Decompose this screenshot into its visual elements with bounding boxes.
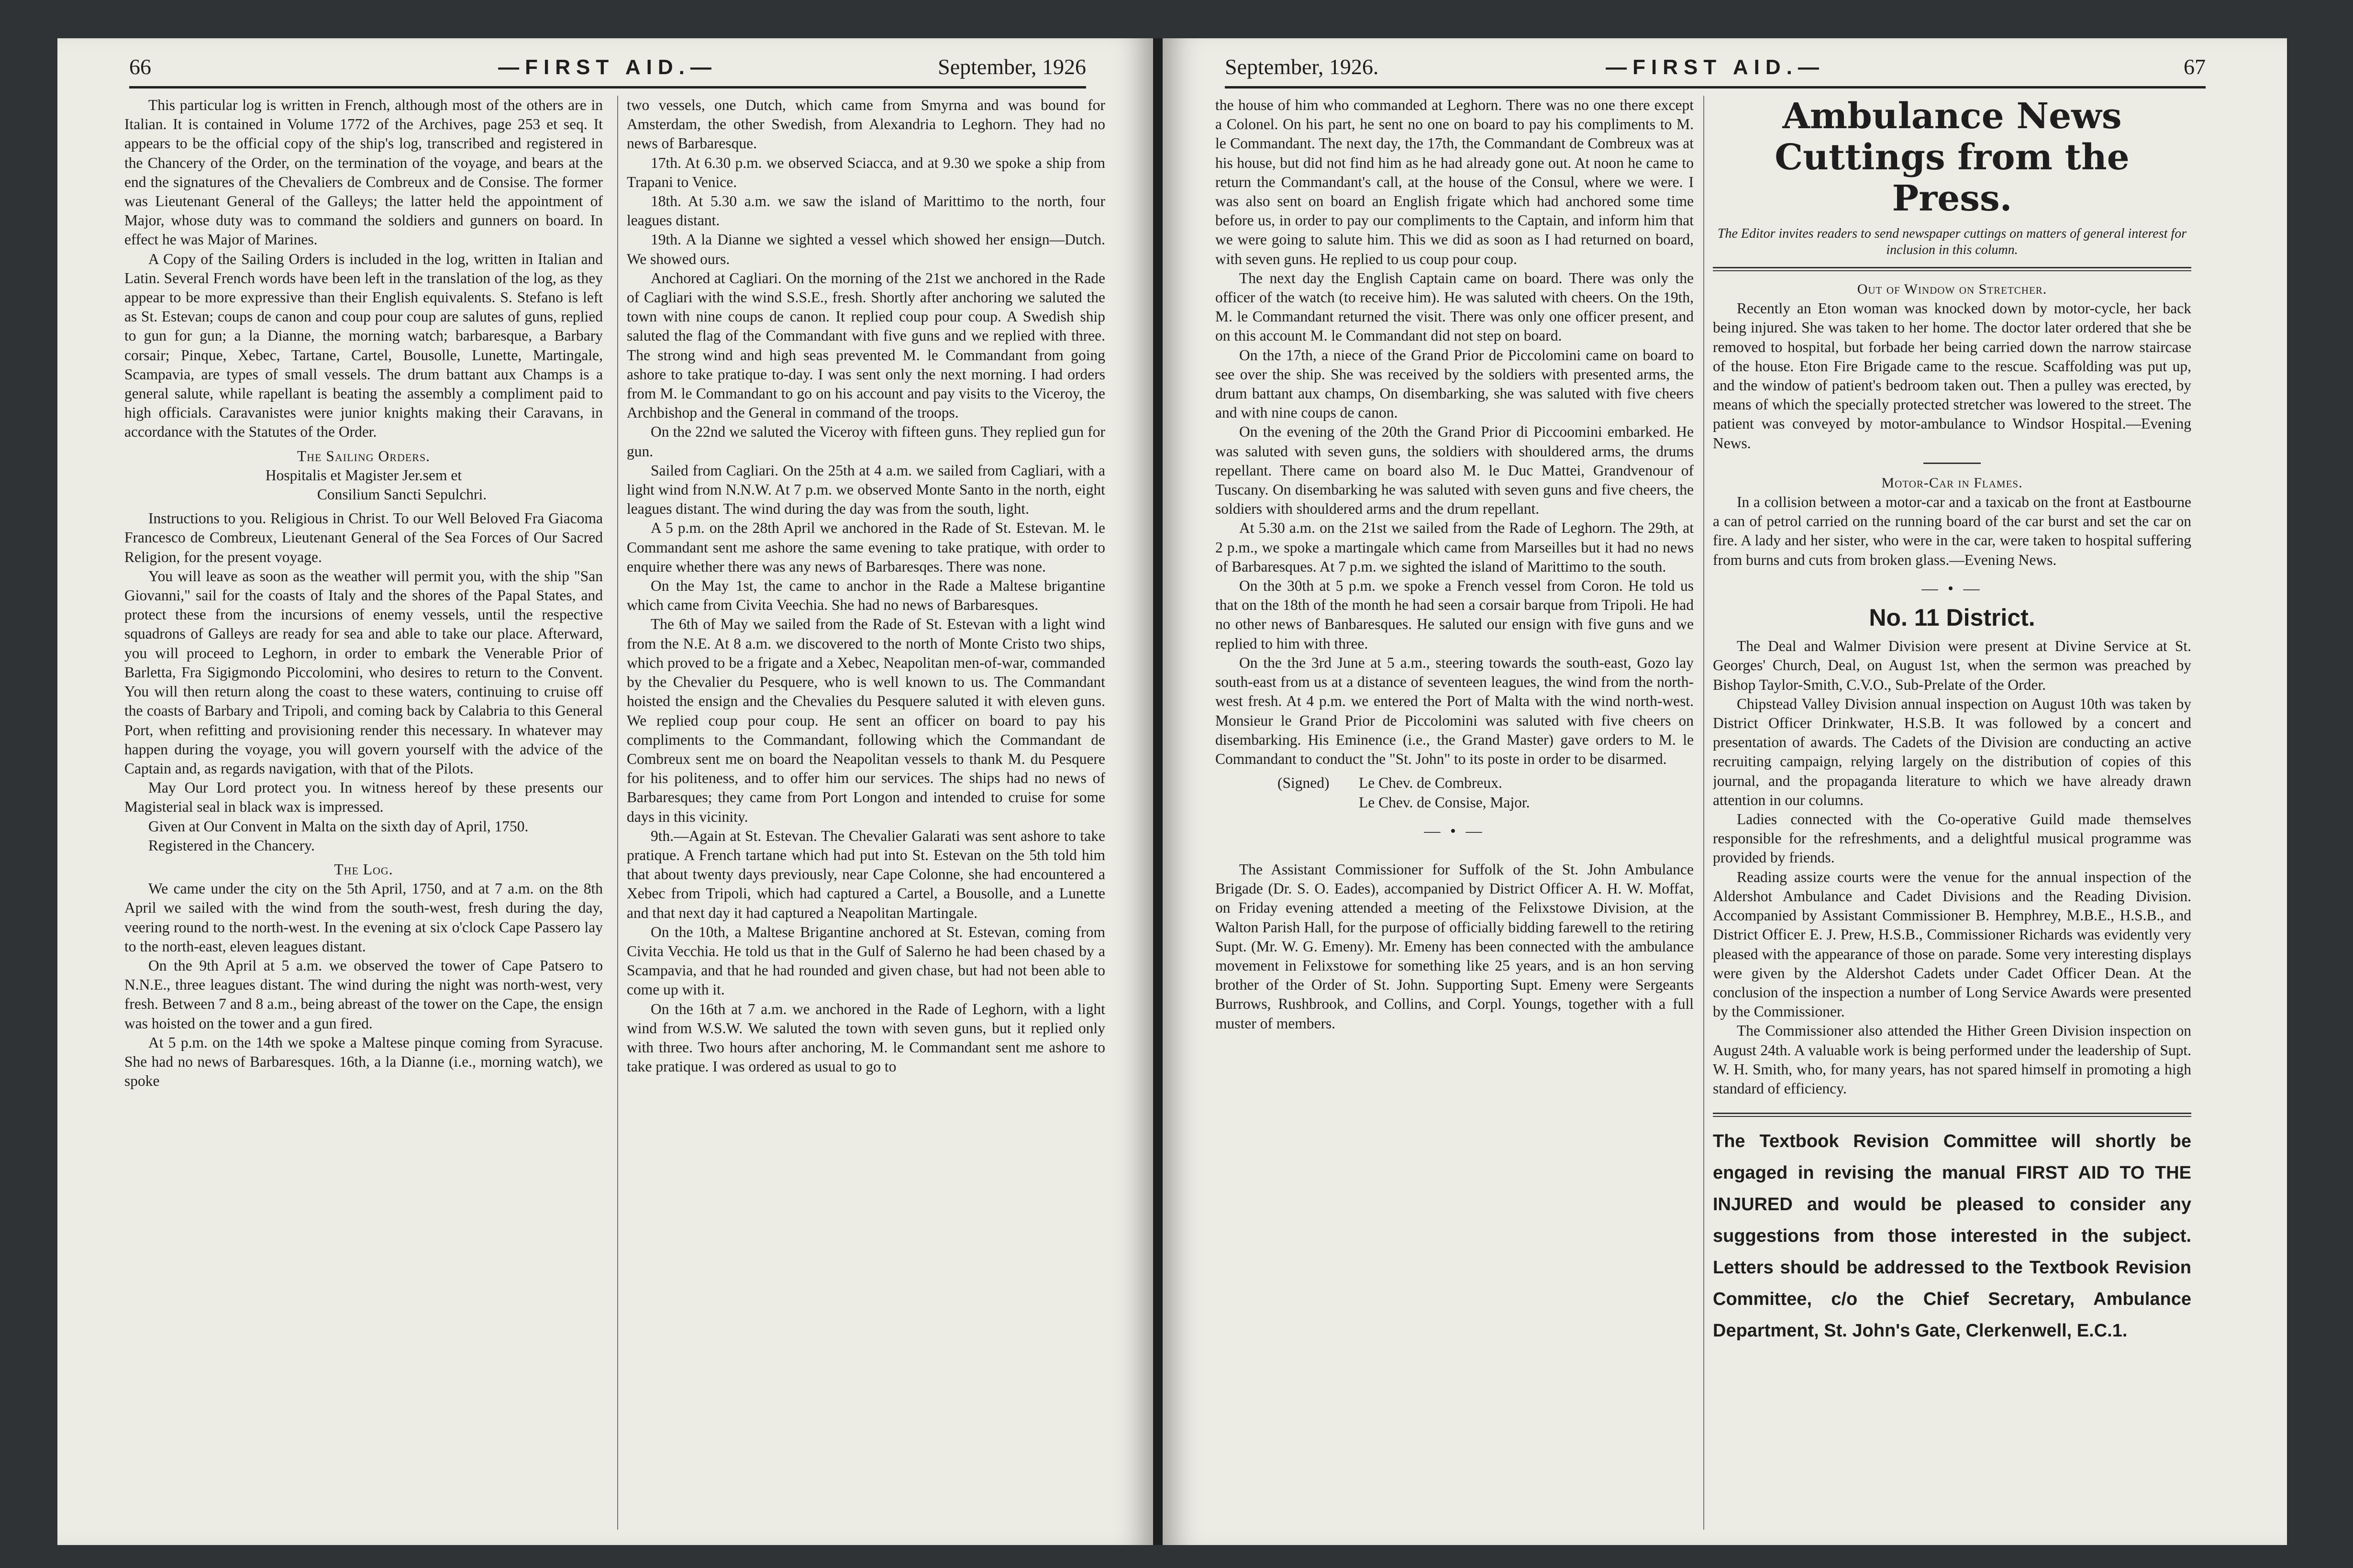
paragraph: A 5 p.m. on the 28th April we anchored in the Rade of St. Estevan. M. le Commandant sent me ashore the same evening to take pratique, with order to enquire whether there was any news of Barbaresqes. There was none. [627, 519, 1105, 575]
latin-heading: Consilium Sancti Sepulchri. [317, 486, 487, 503]
paragraph: 9th.—Again at St. Estevan. The Chevalier Galarati was sent ashore to take pratique. A French tartane which had put into St. Estevan on the 5th told him that about twenty days previously, near Cape Colonne, she had encountered a Xebec from Tripoli, which had captured a Cartel, a Bousolle, and a Lunette and that next day it had captured a Neapolitan Martingale. [627, 827, 1105, 921]
running-title: —FIRST AID.— [1606, 55, 1825, 79]
page-number: 66 [129, 55, 151, 79]
ornament-divider: — • — [1921, 579, 1983, 597]
paragraph: At 5.30 a.m. on the 21st we sailed from the Rade of Leghorn. The 29th, at 2 p.m., we spoke a martingale which came from Marseilles but it had no news of Barbaresques. At 7 p.m. we sighted the island of Marittimo to the south. [1215, 519, 1694, 575]
paragraph: Reading assize courts were the venue for the annual inspection of the Aldershot Ambulance and Cadet Divisions and the Reading Division. Accompanied by Assistant Commissioner B. Hemphrey, M.B.E., H.S.B., and District Officer E. J. Prew, H.S.B., Commissioner Richards was evidently very pleased with the appearance of those on parade. Some very interesting displays were given by the Aldershot Cadets under Cadet Officer Dean. At the conclusion of the inspection a number of Long Service Awards were presented by the Commissioner. [1713, 868, 2191, 1020]
double-rule [1713, 1113, 2191, 1117]
section-title: Ambulance News Cuttings from the Press. [1775, 96, 2130, 219]
left-column-1 [124, 96, 603, 1535]
paragraph: On the 9th April at 5 a.m. we observed the tower of Cape Patsero to N.N.E., three leagues distant. The wind during the night was north-west, very fresh. Between 7 and 8 a.m., being abreast of the tower on the Cape, the ensign was hoisted on the tower and a gun fired. [124, 957, 603, 1032]
paragraph: In a collision between a motor-car and a taxicab on the front at Eastbourne a can of petrol carried on the running board of the car burst and set the car on fire. A lady and her sister, who were in the car, were taken to hospital suffering from burns and cuts from broken glass.—Evening News. [1713, 494, 2191, 568]
paragraph: Instructions to you. Religious in Christ. To our Well Beloved Fra Giacoma Francesco de Combreux, Lieutenant General of the Sea Forces of Our Sacred Religion, for the present voyage. [124, 510, 603, 565]
book-gutter [1153, 38, 1163, 1545]
district-heading: No. 11 District. [1869, 604, 2035, 631]
left-page-header [129, 48, 1086, 88]
paragraph: On the 16th at 7 a.m. we anchored in the Rade of Leghorn, with a light wind from W.S.W. We saluted the town with seven guns, but it replied only with three. Two hours after anchoring, M. le Commandant sent me ashore to take pratique. I was ordered as usual to go to [627, 1000, 1105, 1075]
paragraph: Registered in the Chancery. [148, 837, 315, 854]
page-number: 67 [2184, 55, 2206, 79]
paragraph: A Copy of the Sailing Orders is included in the log, written in Italian and Latin. Several French words have been left in the translation of the log, as they appear to be more expressive than their English equivalents. S. Stefano is left as St. Estevan; coups de canon and coup pour coup are salutes of guns, replied to gun for gun; a la Dianne, the morning watch; barbaresque, a Barbary corsair; Pinque, Xebec, Tartane, Cartel, Bousolle, Lunette, Martingale, Scampavia, are types of small vessels. The drum battant aux Champs is a general salute, while rapellant is beating the assembly a compliment paid to high officials. Caravanistes were junior knights making their Caravans, in accordance with the Statutes of the Order. [124, 250, 603, 441]
section-heading: The Log. [334, 861, 393, 878]
issue-date: September, 1926 [938, 55, 1086, 79]
ornament-divider: — • — [1424, 822, 1485, 840]
latin-heading: Hospitalis et Magister Jer.sem et [265, 466, 462, 484]
paragraph: We came under the city on the 5th April, 1750, and at 7 a.m. on the 8th April we sailed with the wind from the south-west, fresh during the day, veering round to the north-west. In the evening at six o'clock Cape Passero lay to the north-east, eleven leagues distant. [124, 880, 603, 955]
paragraph: two vessels, one Dutch, which came from Smyrna and was bound for Amsterdam, the other Swedish, from Alexandria to Leghorn. They had no news of Barbaresque. [627, 97, 1105, 152]
paragraph: On the May 1st, the came to anchor in the Rade a Maltese brigantine which came from Civita Veechia. She had no news of Barbaresques. [627, 577, 1105, 614]
short-rule [1923, 463, 1981, 464]
sub-heading: Motor-Car in Flames. [1881, 475, 2023, 491]
section-heading: The Sailing Orders. [297, 447, 431, 464]
paragraph: The 6th of May we sailed from the Rade of St. Estevan with a light wind from the N.E. At 8 a.m. we discovered to the north of Monte Cristo two ships, which proved to be a frigate and a Xebec, Neapolitan men-of-war, commanded by the Chevalier du Pesquere, who is well known to us. The Commandant hoisted the ensign and the Chevalies du Pesquere saluted it with eleven guns. We replied coup pour coup. He sent an officer on board to pay his compliments to the Commandant, following which the Commandant de Combreux sent me on board the Neapolitan vessels to thank M. du Pesquere for his politeness, and to offer him our services. The ships had no news of Barbaresques; they came from Port Longon and intended to cruise for some days in this vicinity. [627, 616, 1105, 825]
paragraph: This particular log is written in French, although most of the others are in Italian. It is contained in Volume 1772 of the Archives, page 253 et seq. It appears to be the official copy of the ship's log, transcribed and registered in the Chancery of the Order, on the termination of the voyage, and bears at the end the signatures of the Chevaliers de Combreux and de Consise. The former was Lieutenant General of the Galleys; the latter held the appointment of Major, whose duty was to command the soldiers and gunners on board. In effect he was Major of Marines. [124, 97, 603, 248]
paragraph: The Assistant Commissioner for Suffolk of the St. John Ambulance Brigade (Dr. S. O. Eades), accompanied by District Officer A. H. W. Moffat, on Friday evening attended a meeting of the Felixstowe Division, at the Walton Parish Hall, for the purpose of officially bidding farewell to the retiring Supt. (Mr. W. G. Emeny). Mr. Emeny has been connected with the ambulance movement in Felixstowe for something like 25 years, and is an hon serving brother of the Order of St. John. Supporting Supt. Emeny were Sergeants Burrows, Rushbrook, and Collins, and Corpl. Youngs, together with a full muster of members. [1215, 861, 1694, 1032]
paragraph: On the 17th, a niece of the Grand Prior de Piccolomini came on board to see over the ship. She was received by the soldiers with presented arms, the drum battant aux champs, On disembarking, she was saluted with five cheers and with nine coups de canon. [1215, 346, 1694, 421]
paragraph: Recently an Eton woman was knocked down by motor-cycle, her back being injured. She was taken to her home. The doctor later ordered that she be removed to hospital, but forbade her being carried down the narrow staircase of the house. Eton Fire Brigade came to the rescue. Scaffolding was put up, and the window of patient's bedroom taken out. Then a pulley was erected, by means of which the specially protected stretcher was lowered to the street. The patient was conveyed by motor-ambulance to Windsor Hospital.—Evening News. [1713, 300, 2191, 452]
paragraph: the house of him who commanded at Leghorn. There was no one there except a Colonel. On his part, he sent no one on board to pay his compliments to M. le Commandant. The next day, the 17th, the Commandant de Combreux was at his house, but did not find him as he had already gone out. At noon he came to return the Commandant's call, at the house of the Consul, where we were. I was also sent on board an English frigate which had anchored some time before us, in order to pay our compliments to the Captain, and inform him that we were going to salute him. This we did as soon as I had returned on board, with seven guns. He replied to us coup pour coup. [1215, 97, 1694, 267]
signed-label: (Signed) [1277, 774, 1330, 792]
paragraph: On the evening of the 20th the Grand Prior di Piccoomini embarked. He was saluted with seven guns, the soldiers with shouldered arms, the drums repellant. There came on board also M. le Duc Mattei, Grandvenour of Tuscany. On disembarking he was saluted with seven guns and five cheers, the soldiers with shouldered arms and the drum repellant. [1215, 423, 1694, 518]
right-page-header [1225, 48, 2206, 88]
paragraph: May Our Lord protect you. In witness hereof by these presents our Magisterial seal in black wax is impressed. [124, 779, 603, 816]
signature: Le Chev. de Consise, Major. [1359, 794, 1530, 811]
paragraph: At 5 p.m. on the 14th we spoke a Maltese pinque coming from Syracuse. She had no news of Barbaresques. 16th, a la Dianne (i.e., morning watch), we spoke [124, 1034, 603, 1090]
paragraph: Sailed from Cagliari. On the 25th at 4 a.m. we sailed from Cagliari, with a light wind from N.N.W. At 7 p.m. we observed Monte Santo in the north, eight leagues distant. The wind during the day was from the south, light. [627, 462, 1105, 518]
revision-notice: The Textbook Revision Committee will shortly be engaged in revising the manual FIRST AID TO THE INJURED and would be pleased to consider any suggestions from those interested in the subject. Letters should be addressed to the Textbook Revision Committee, c/o the Chief Secretary, Ambulance Department, St. John's Gate, Clerkenwell, E.C.1. [1713, 1131, 2191, 1341]
column-rule [617, 96, 618, 1530]
paragraph: Given at Our Convent in Malta on the sixth day of April, 1750. [148, 817, 529, 835]
paragraph: Anchored at Cagliari. On the morning of the 21st we anchored in the Rade of Cagliari with the wind S.S.E., fresh. Shortly after anchoring we saluted the town with nine coups de canon. It replied coup pour coup. A Swedish ship saluted the flag of the Commandant with five guns and we replied with three. The strong wind and high seas prevented M. le Commandant from going ashore to take pratique to-day. I was sent only the next morning. I had orders from M. le Commandant to go on his account and pay visits to the Viceroy, the Archbishop and the General in command of the troops. [627, 269, 1105, 421]
paragraph: You will leave as soon as the weather will permit you, with the ship "San Giovanni," sail for the coasts of Italy and the shores of the Papal States, and protect these from the incursions of enemy vessels, until the respective squadrons of Galleys are ready for sea and able to take our place. Afterward, you will proceed to Leghorn, in order to embark the Venerable Prior of Barletta, Fra Sigigmondo Piccolomini, who desires to return to the Convent. You will then return along the coast to these waters, continuing to cruise off the coasts of Barbary and Tripoli, and coming back by Calabria to this General Port, when refitting and provisioning render this necessary. In whatever may happen during the voyage, you will govern yourself with the advice of the Captain and, as regards navigation, with that of the Pilots. [124, 567, 603, 777]
paragraph: 17th. At 6.30 p.m. we observed Sciacca, and at 9.30 we spoke a ship from Trapani to Venice. [627, 154, 1105, 190]
paragraph: On the 10th, a Maltese Brigantine anchored at St. Estevan, coming from Civita Vecchia. He told us that in the Gulf of Salerno he had been chased by a Scampavia, and that he had rounded and given chase, but had not been able to come up with it. [627, 923, 1105, 998]
running-title: —FIRST AID.— [498, 55, 717, 79]
double-rule [1713, 267, 2191, 271]
sub-heading: Out of Window on Stretcher. [1857, 281, 2047, 297]
paragraph: Chipstead Valley Division annual inspection on August 10th was taken by District Officer Drinkwater, H.S.B. It was followed by a concert and presentation of awards. The Cadets of the Division are conducting an active recruiting campaign, relying largely on the distribution of copies of this journal, and the propaganda literature to which we have already drawn attention in our columns. [1713, 695, 2191, 808]
right-column-1 [1215, 96, 1694, 1535]
right-column-2 [1713, 96, 2191, 1535]
paragraph: The Deal and Walmer Division were present at Divine Service at St. Georges' Church, Deal, on August 1st, when the sermon was preached by Bishop Taylor-Smith, C.V.O., Sub-Prelate of the Order. [1713, 638, 2191, 693]
paragraph: On the 22nd we saluted the Viceroy with fifteen guns. They replied gun for gun. [627, 423, 1105, 460]
paragraph: The next day the English Captain came on board. There was only the officer of the watch (to receive him). He was saluted with cheers. On the 19th, M. le Commandant returned the visit. There was only one officer present, and on this account M. le Commandant did not step on board. [1215, 269, 1694, 344]
column-rule [1703, 96, 1704, 1530]
paragraph: The Commissioner also attended the Hither Green Division inspection on August 24th. A valuable work is being performed under the leadership of Supt. W. H. Smith, who, for many years, has not spared himself in promoting a high standard of efficiency. [1713, 1022, 2191, 1097]
left-column-2 [627, 96, 1105, 1535]
editor-note: The Editor invites readers to send newspaper cuttings on matters of general interest for inclusion in this column. [1717, 226, 2187, 257]
paragraph: On the the 3rd June at 5 a.m., steering towards the south-east, Gozo lay south-east from us at a distance of seventeen leagues, the wind from the north-west fresh. At 4 p.m. we entered the Port of Malta with the wind north-west. Monsieur le Grand Prior de Piccolomini was saluted with five cheers on disembarking. His Eminence (i.e., the Grand Master) gave orders to M. le Commandant to conduct the "St. John" to its poste in order to be disarmed. [1215, 654, 1694, 767]
paragraph: 19th. A la Dianne we sighted a vessel which showed her ensign—Dutch. We showed ours. [627, 231, 1105, 267]
paragraph: 18th. At 5.30 a.m. we saw the island of Marittimo to the north, four leagues distant. [627, 193, 1105, 229]
paragraph: On the 30th at 5 p.m. we spoke a French vessel from Coron. He told us that on the 18th of the month he had seen a corsair barque from Tripoli. He had no other news of Banbaresques. He saluted our ensign with five guns and we replied to him with three. [1215, 577, 1694, 652]
paragraph: Ladies connected with the Co-operative Guild made themselves responsible for the refreshments, and a delightful musical programme was provided by friends. [1713, 811, 2191, 866]
signature: Le Chev. de Combreux. [1359, 774, 1502, 792]
issue-date: September, 1926. [1225, 55, 1379, 79]
